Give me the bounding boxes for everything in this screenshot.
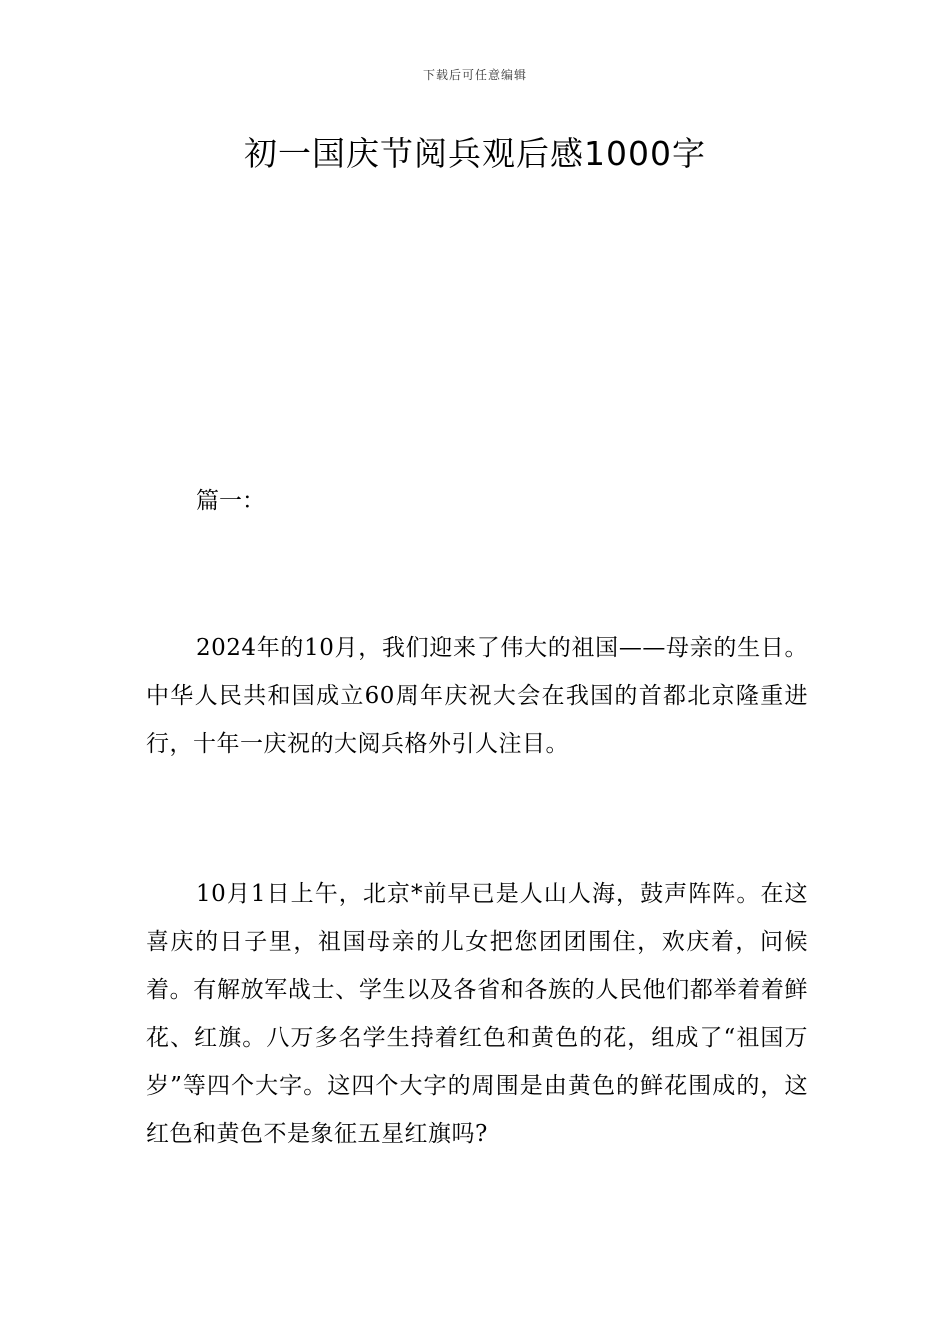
section-label: 篇一： [196,488,265,514]
paragraph-1: 2024年的10月，我们迎来了伟大的祖国——母亲的生日。中华人民共和国成立60周年庆祝大会在我国的首都北京隆重进行，十年一庆祝的大阅兵格外引人注目。 [146,635,808,757]
document-title: 初一国庆节阅兵观后感1000字 [244,134,706,173]
header-note: 下载后可任意编辑 [422,68,527,82]
paragraph-2: 10月1日上午，北京*前早已是人山人海，鼓声阵阵。在这喜庆的日子里，祖国母亲的儿女把您团团围住，欢庆着，问候着。有解放军战士、学生以及各省和各族的人民他们都举着着鲜花、红旗。八万多名学生持着红色和黄色的花，组成了“祖国万岁”等四个大字。这四个大字的周围是由黄色的鲜花围成的，这红色和黄色不是象征五星红旗吗? [146,881,808,1147]
